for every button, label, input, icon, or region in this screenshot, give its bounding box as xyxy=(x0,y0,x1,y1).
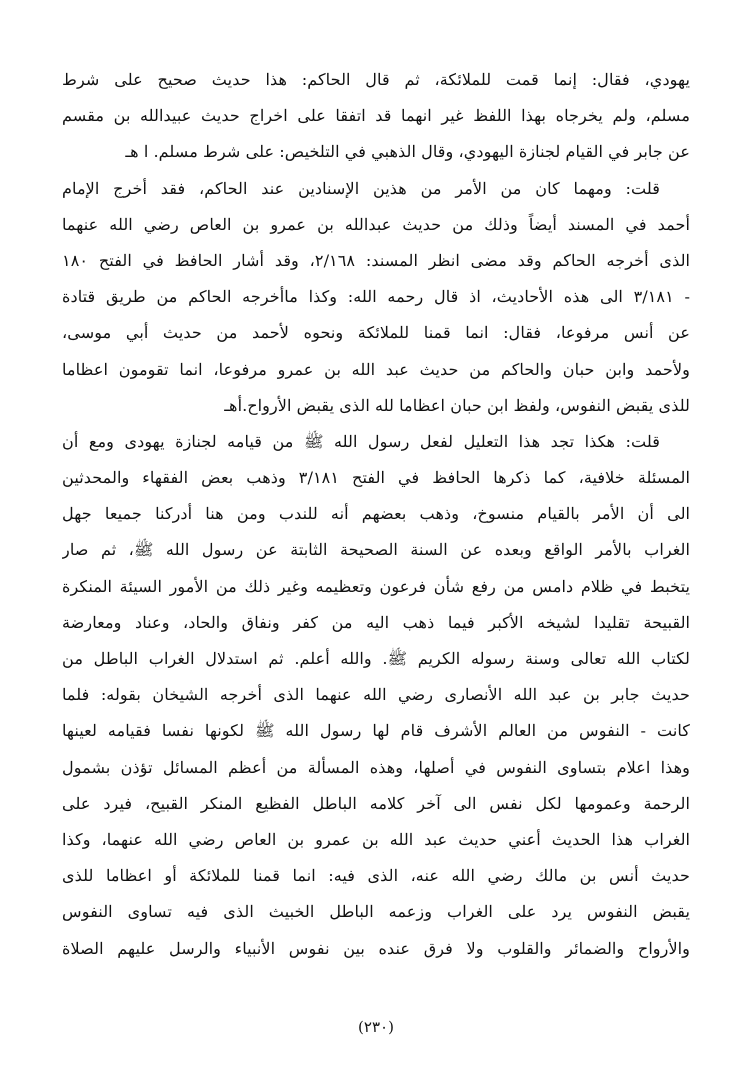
text-line: - ٣/١٨١ الى هذه الأحاديث، اذ قال رحمه الله: وكذا ماأخرجه الحاكم من طريق قتادة xyxy=(62,287,690,307)
text-line: والأرواح والضمائر والقلوب ولا فرق عنده بين نفوس الأنبياء والرسل عليهم الصلاة xyxy=(62,938,690,958)
text-line: الغراب هذا الحديث أعني حديث عبد الله بن عمرو بن العاص رضي الله عنهما، وكذا xyxy=(62,829,690,849)
text-line: عن أنس مرفوعا، فقال: انما قمنا للملائكة ونحوه لأحمد من حديث أبي موسى، xyxy=(62,323,690,343)
paragraph-2 xyxy=(62,171,690,424)
text-line: مسلم، ولم يخرجاه بهذا اللفظ غير انهما قد اتفقا على اخراج حديث عبيدالله بن مقسم xyxy=(62,106,690,126)
text-line: الى أن الأمر بالقيام منسوخ، وذهب بعضهم أنه للندب ومن هنا أدركنا جميعا جهل xyxy=(62,504,690,524)
body-text xyxy=(62,62,690,967)
text-line: قلت: ومهما كان من الأمر من هذين الإسنادين عند الحاكم، فقد أخرج الإمام xyxy=(62,178,660,198)
text-line: وهذا اعلام بتساوى النفوس في أصلها، وهذه المسألة من أعظم المسائل تؤذن بشمول xyxy=(62,757,690,777)
text-line: يهودي، فقال: إنما قمت للملائكة، ثم قال الحاكم: هذا حديث صحيح على شرط xyxy=(62,70,690,89)
text-line: يتخبط في ظلام دامس من رفع شأن فرعون وتعظيمه وغير ذلك من الأمور السيئة المنكرة xyxy=(62,576,690,596)
text-line: حديث أنس بن مالك رضي الله عنه، الذى فيه: انما قمنا للملائكة أو اعظاما للذى xyxy=(62,866,690,886)
text-line: كانت - النفوس من العالم الأشرف قام لها رسول الله ﷺ لكونها نفسا فقيامه لعينها xyxy=(62,721,690,741)
page-number: (٢٣٠) xyxy=(358,1018,394,1036)
text-line: قلت: هكذا تجد هذا التعليل لفعل رسول الله ﷺ من قيامه لجنازة يهودى ومع أن xyxy=(62,431,660,451)
text-line: حديث جابر بن عبد الله الأنصارى رضي الله عنهما الذى أخرجه الشيخان بقوله: فلما xyxy=(62,685,690,705)
text-line: للذى يقبض النفوس، ولفظ ابن حبان اعظاما لله الذى يقبض الأرواح.أهـ xyxy=(224,395,690,415)
text-line: ولأحمد وابن حبان والحاكم من حديث عبد الله بن عمرو مرفوعا، انما تقومون اعظاما xyxy=(62,359,690,379)
text-line: الغراب بالأمر الواقع وبعده عن السنة الصحيحة الثابتة عن رسول الله ﷺ، ثم صار xyxy=(62,540,690,560)
text-line: أحمد في المسند أيضاً وذلك من حديث عبدالله بن عمرو بن العاص رضي الله عنهما xyxy=(62,214,690,234)
paragraph-3 xyxy=(62,424,690,967)
text-line: يقبض النفوس يرد على الغراب وزعمه الباطل الخبيث الذى فيه تساوى النفوس xyxy=(62,902,690,922)
text-line: الرحمة وعمومها لكل نفس الى آخر كلامه الباطل الفظيع المنكر القبيح، فيرد على xyxy=(62,793,690,813)
text-line: المسئلة خلافية، كما ذكرها الحافظ في الفتح ٣/١٨١ وذهب بعض الفقهاء والمحدثين xyxy=(62,468,690,488)
text-line: الذى أخرجه الحاكم وقد مضى انظر المسند: ٢/١٦٨، وقد أشار الحافظ في الفتح ١٨٠ xyxy=(62,250,690,270)
text-line: القبيحة تقليدا لشيخه الأكبر فيما ذهب اليه من كفر ونفاق والحاد، وعناد ومعارضة xyxy=(62,612,690,632)
text-line: عن جابر في القيام لجنازة اليهودي، وقال الذهبي في التلخيص: على شرط مسلم. ا هـ xyxy=(125,142,690,162)
text-line: لكتاب الله تعالى وسنة رسوله الكريم ﷺ. والله أعلم. ثم استدلال الغراب الباطل من xyxy=(62,649,690,668)
paragraph-1 xyxy=(62,62,690,171)
